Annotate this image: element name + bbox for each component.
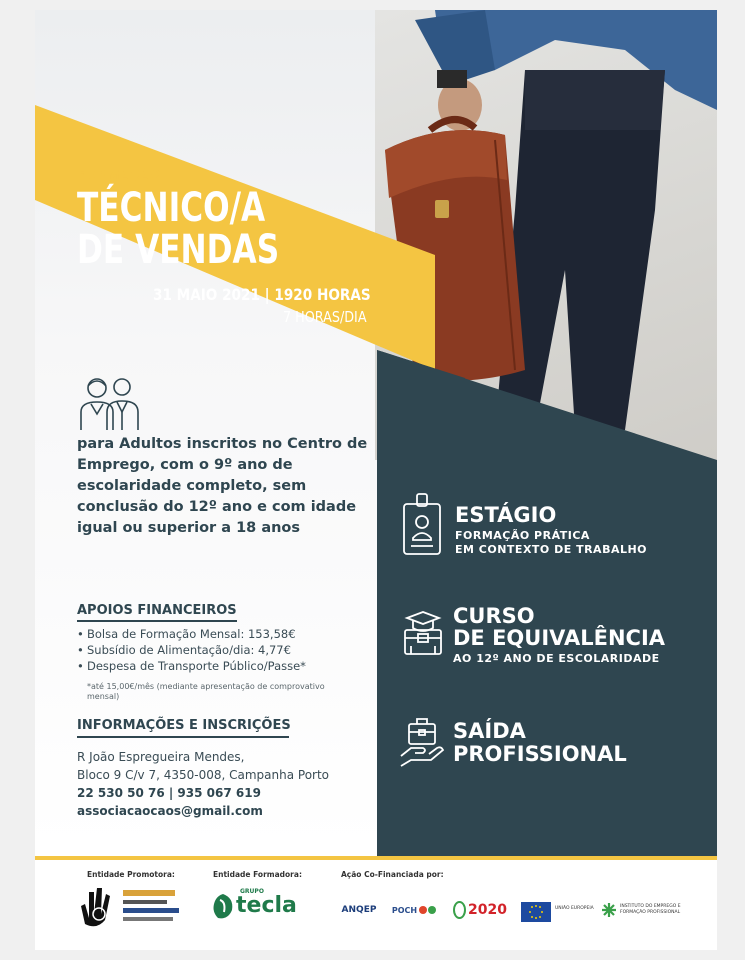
eu-text: UNIÃO EUROPEIA <box>555 906 594 911</box>
formacao-label: FORMAÇÃO <box>77 168 163 182</box>
promotora-label: Entidade Promotora: <box>87 870 175 879</box>
financial-underline <box>77 620 237 622</box>
briefcase-hand-icon <box>399 716 445 768</box>
saida-title1: SAÍDA <box>453 719 526 743</box>
cofin-label: Ação Co-Financiada por: <box>341 870 444 879</box>
audience-text: para Adultos inscritos no Centro de Emprego, com o 9º ano de escolaridade completo, sem conclusão do 12º ano e com idade igual ou superior a 18 anos <box>77 436 368 536</box>
tecla-small-text: GRUPO <box>240 888 264 895</box>
eu-stars-icon <box>521 902 551 922</box>
curso-title1: CURSO <box>453 604 535 628</box>
formadora-label: Entidade Formadora: <box>213 870 302 879</box>
tecla-mark-icon <box>210 892 236 922</box>
course-title-line1: TÉCNICO/A <box>77 185 266 231</box>
saida-title2: PROFISSIONAL <box>453 742 627 766</box>
estagio-sub2: EM CONTEXTO DE TRABALHO <box>455 543 648 556</box>
curso-title2: DE EQUIVALÊNCIA <box>453 626 666 650</box>
portugal2020-logo: 2020 <box>453 898 507 922</box>
tecla-logo <box>210 886 300 926</box>
pt2020-mark-icon <box>453 901 466 919</box>
poster <box>35 10 717 950</box>
poch-dot-icon <box>419 906 427 914</box>
curso-sub: AO 12º ANO DE ESCOLARIDADE <box>453 652 660 665</box>
info-underline <box>77 736 289 738</box>
financial-list <box>77 626 367 674</box>
financial-title: APOIOS FINANCEIROS <box>77 603 237 618</box>
iefp-mark-icon <box>601 902 617 918</box>
graduation-icon <box>401 610 445 656</box>
poch-logo: POCH <box>391 900 437 920</box>
financial-item: • Subsídio de Alimentação/dia: 4,77€ <box>77 643 291 657</box>
footer <box>35 860 717 950</box>
estagio-sub1: FORMAÇÃO PRÁTICA <box>455 529 590 542</box>
people-icon <box>77 374 143 430</box>
date-hours: 31 MAIO 2021 | 1920 HORAS <box>153 285 371 304</box>
financial-item: • Bolsa de Formação Mensal: 153,58€ <box>77 627 296 641</box>
address-line1: R João Espregueira Mendes, <box>77 750 245 764</box>
daily-hours: 7 HORAS/DIA <box>283 308 367 326</box>
email-address: associacaocaos@gmail.com <box>77 804 263 818</box>
phone-numbers: 22 530 50 76 | 935 067 619 <box>77 786 261 800</box>
financial-note: *até 15,00€/mês (mediante apresentação de comprovativo mensal) <box>87 682 325 701</box>
poch-dot-icon <box>428 906 436 914</box>
address-line2: Bloco 9 C/v 7, 4350-008, Campanha Porto <box>77 768 330 782</box>
estagio-title: ESTÁGIO <box>455 503 557 527</box>
financial-item: • Despesa de Transporte Público/Passe* <box>77 659 306 673</box>
iefp-text: INSTITUTO DO EMPREGO E FORMAÇÃO PROFISSIONAL <box>620 904 681 915</box>
anqep-logo: ANQEP <box>341 905 377 915</box>
course-title-line2: DE VENDAS <box>77 227 280 273</box>
eu-flag-icon <box>521 902 551 922</box>
caos-logo <box>75 884 185 928</box>
info-title: INFORMAÇÕES E INSCRIÇÕES <box>77 718 291 733</box>
id-badge-icon <box>401 492 443 556</box>
tecla-name: tecla <box>236 893 297 918</box>
